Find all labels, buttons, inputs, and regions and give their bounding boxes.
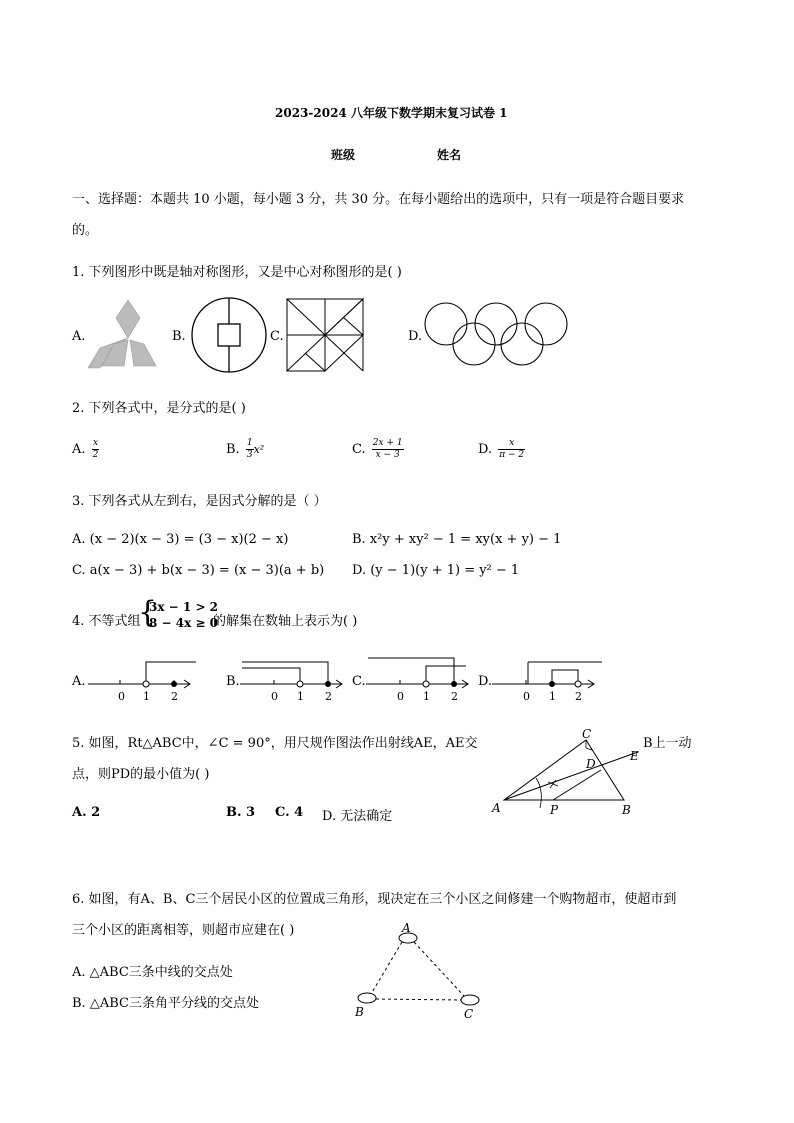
- q2-option-a-label: A.: [72, 442, 86, 457]
- q5-option-a: A. 2: [72, 805, 101, 820]
- q2-option-c-fraction: $\frac{2x + 1}{x - 3}$: [372, 438, 403, 460]
- q1-figure-c: [285, 297, 365, 373]
- q2-option-b-fraction: $\frac{1}{3}$: [246, 438, 253, 460]
- q5-label-e: E: [630, 749, 639, 763]
- q4-option-a-label: A.: [72, 674, 86, 689]
- q2-option-b: B. $\frac{1}{3}$ x²: [226, 438, 265, 460]
- q4-option-d-label: D.: [478, 674, 493, 689]
- q4-numberline-b: [240, 656, 352, 702]
- q6-option-b: B. △ABC三条角平分线的交点处: [72, 996, 259, 1011]
- q4-a-tick-2: 2: [171, 690, 178, 703]
- q1-figure-a: [88, 298, 172, 370]
- q4-numberline-c: [366, 652, 478, 702]
- q2-option-c-label: C.: [352, 442, 366, 457]
- q3-option-b: B. x²y + xy² − 1 = xy(x + y) − 1: [352, 532, 562, 547]
- q4-brace: {: [138, 595, 158, 630]
- q2-option-a-fraction: $\frac{x}{2}$: [92, 438, 99, 460]
- page-title: 2023-2024 八年级下数学期末复习试卷 1: [275, 106, 508, 120]
- q6-line1: 6. 如图，有A、B、C三个居民小区的位置成三角形，现决定在三个小区之间修建一个购物超市，使超市到: [72, 892, 677, 907]
- q1-option-d-label: D.: [408, 329, 423, 344]
- q6-figure: [350, 922, 490, 1022]
- name-label: 姓名: [437, 148, 462, 162]
- q4-numberline-d: [492, 656, 604, 702]
- q6-line2: 三个小区的距离相等，则超市应建在( ): [72, 923, 295, 938]
- q1-option-b-label: B.: [172, 329, 186, 344]
- q5-option-d: D. 无法确定: [322, 809, 393, 824]
- q3-option-d: D. (y − 1)(y + 1) = y² − 1: [352, 563, 520, 578]
- q1-stem: 1. 下列图形中既是轴对称图形，又是中心对称图形的是( ): [72, 265, 402, 280]
- q5-line1-b: B上一动: [643, 736, 692, 751]
- svg-text:1: 1: [297, 690, 304, 703]
- q5-label-c: C: [582, 727, 592, 741]
- svg-text:2: 2: [451, 690, 458, 703]
- q6-label-b: B: [355, 1005, 364, 1019]
- section-intro-line2: 的。: [72, 223, 99, 238]
- q2-option-d-fraction: $\frac{x}{\pi - 2}$: [499, 438, 525, 460]
- q5-label-b: B: [622, 803, 631, 817]
- q4-a-tick-0: 0: [118, 690, 125, 703]
- q4-numberline-a: [88, 656, 200, 702]
- q2-stem: 2. 下列各式中，是分式的是( ): [72, 401, 246, 416]
- svg-text:0: 0: [523, 690, 530, 703]
- q6-label-a: A: [402, 921, 411, 935]
- q5-line1-a: 5. 如图，Rt△ABC中，∠C = 90°，用尺规作图法作出射线AE，AE交: [72, 736, 478, 751]
- q1-option-a-label: A.: [72, 329, 86, 344]
- q5-figure: [488, 728, 698, 822]
- q6-option-a: A. △ABC三条中线的交点处: [72, 965, 233, 980]
- q5-label-a: A: [492, 801, 501, 815]
- q2-option-d-label: D.: [478, 442, 493, 457]
- q4-stem-prefix: 4. 不等式组: [72, 614, 141, 629]
- svg-text:1: 1: [423, 690, 430, 703]
- q4-option-b-label: B.: [226, 674, 240, 689]
- q3-stem: 3. 下列各式从左到右，是因式分解的是（ ）: [72, 494, 327, 509]
- q3-option-a: A. (x − 2)(x − 3) = (3 − x)(2 − x): [72, 532, 289, 547]
- section-intro-line1: 一、选择题：本题共 10 小题，每小题 3 分，共 30 分。在每小题给出的选项中，只有一项是符合题目要求: [72, 192, 685, 207]
- svg-text:0: 0: [271, 690, 278, 703]
- q5-label-p: P: [550, 803, 559, 817]
- q5-option-c: C. 4: [275, 805, 304, 820]
- q6-label-c: C: [464, 1007, 474, 1021]
- svg-text:0: 0: [397, 690, 404, 703]
- q1-figure-d: [424, 298, 572, 368]
- q4-a-tick-1: 1: [143, 690, 150, 703]
- q4-inequality-1: 3x − 1 > 2: [149, 600, 219, 614]
- q1-figure-b: [190, 296, 268, 374]
- q4-option-c-label: C.: [352, 674, 366, 689]
- svg-text:2: 2: [575, 690, 582, 703]
- svg-text:2: 2: [325, 690, 332, 703]
- q1-option-c-label: C.: [270, 329, 284, 344]
- q2-option-d: [478, 438, 525, 461]
- q3-option-c: C. a(x − 3) + b(x − 3) = (x − 3)(a + b): [72, 563, 325, 578]
- q2-option-a: [72, 438, 99, 461]
- q2-option-b-label: B.: [226, 442, 240, 457]
- q5-line2: 点，则PD的最小值为( ): [72, 767, 210, 782]
- q5-option-b: B. 3: [226, 805, 256, 820]
- q4-stem-suffix: 的解集在数轴上表示为( ): [213, 614, 358, 629]
- class-label: 班级: [331, 148, 356, 162]
- q4-inequality-2: 8 − 4x ≥ 0: [149, 616, 219, 630]
- q5-label-d: D: [586, 757, 596, 771]
- svg-text:1: 1: [549, 690, 556, 703]
- q2-option-c: [352, 438, 404, 461]
